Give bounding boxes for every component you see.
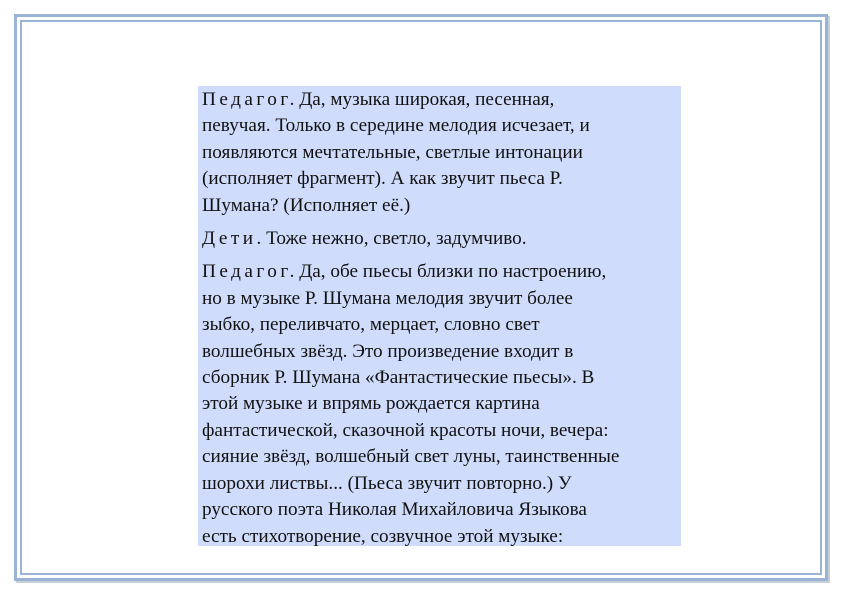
text-line: появляются мечтательные, светлые интонации (202, 141, 583, 163)
text-line: певучая. Только в середине мелодия исчезает, и (202, 115, 590, 137)
speaker-label: Дети. (202, 228, 265, 250)
text-line: шорохи листвы... (Пьеса звучит повторно.) У (202, 472, 572, 494)
paragraph-teacher-2 (202, 259, 677, 546)
text-line: этой музыке и впрямь рождается картина (202, 393, 540, 415)
text-line: фантастической, сказочной красоты ночи, вечера: (202, 419, 609, 441)
text-line: Шумана? (Исполняет её.) (202, 194, 411, 216)
text-line: Педагог. Да, музыка широкая, песенная, (202, 89, 555, 110)
speaker-label: Педагог. (202, 89, 298, 110)
text-line: Педагог. Да, обе пьесы близки по настроению, (202, 261, 607, 283)
paragraph-children (202, 226, 677, 252)
text-box (198, 86, 681, 546)
text-line: но в музыке Р. Шумана мелодия звучит более (202, 287, 573, 309)
text-line: есть стихотворение, созвучное этой музыке: (202, 525, 564, 546)
text-line: волшебных звёзд. Это произведение входит в (202, 340, 574, 362)
text-line: сияние звёзд, волшебный свет луны, таинственные (202, 446, 620, 468)
text-line: зыбко, переливчато, мерцает, словно свет (202, 314, 540, 336)
speaker-label: Педагог. (202, 261, 298, 283)
text-line: (исполняет фрагмент). А как звучит пьеса Р. (202, 168, 563, 190)
text-line: русского поэта Николая Михайловича Языкова (202, 499, 587, 521)
text-line: сборник Р. Шумана «Фантастические пьесы». В (202, 367, 595, 389)
text-line: Дети. Тоже нежно, светло, задумчиво. (202, 228, 527, 250)
paragraph-teacher-1 (202, 87, 677, 219)
